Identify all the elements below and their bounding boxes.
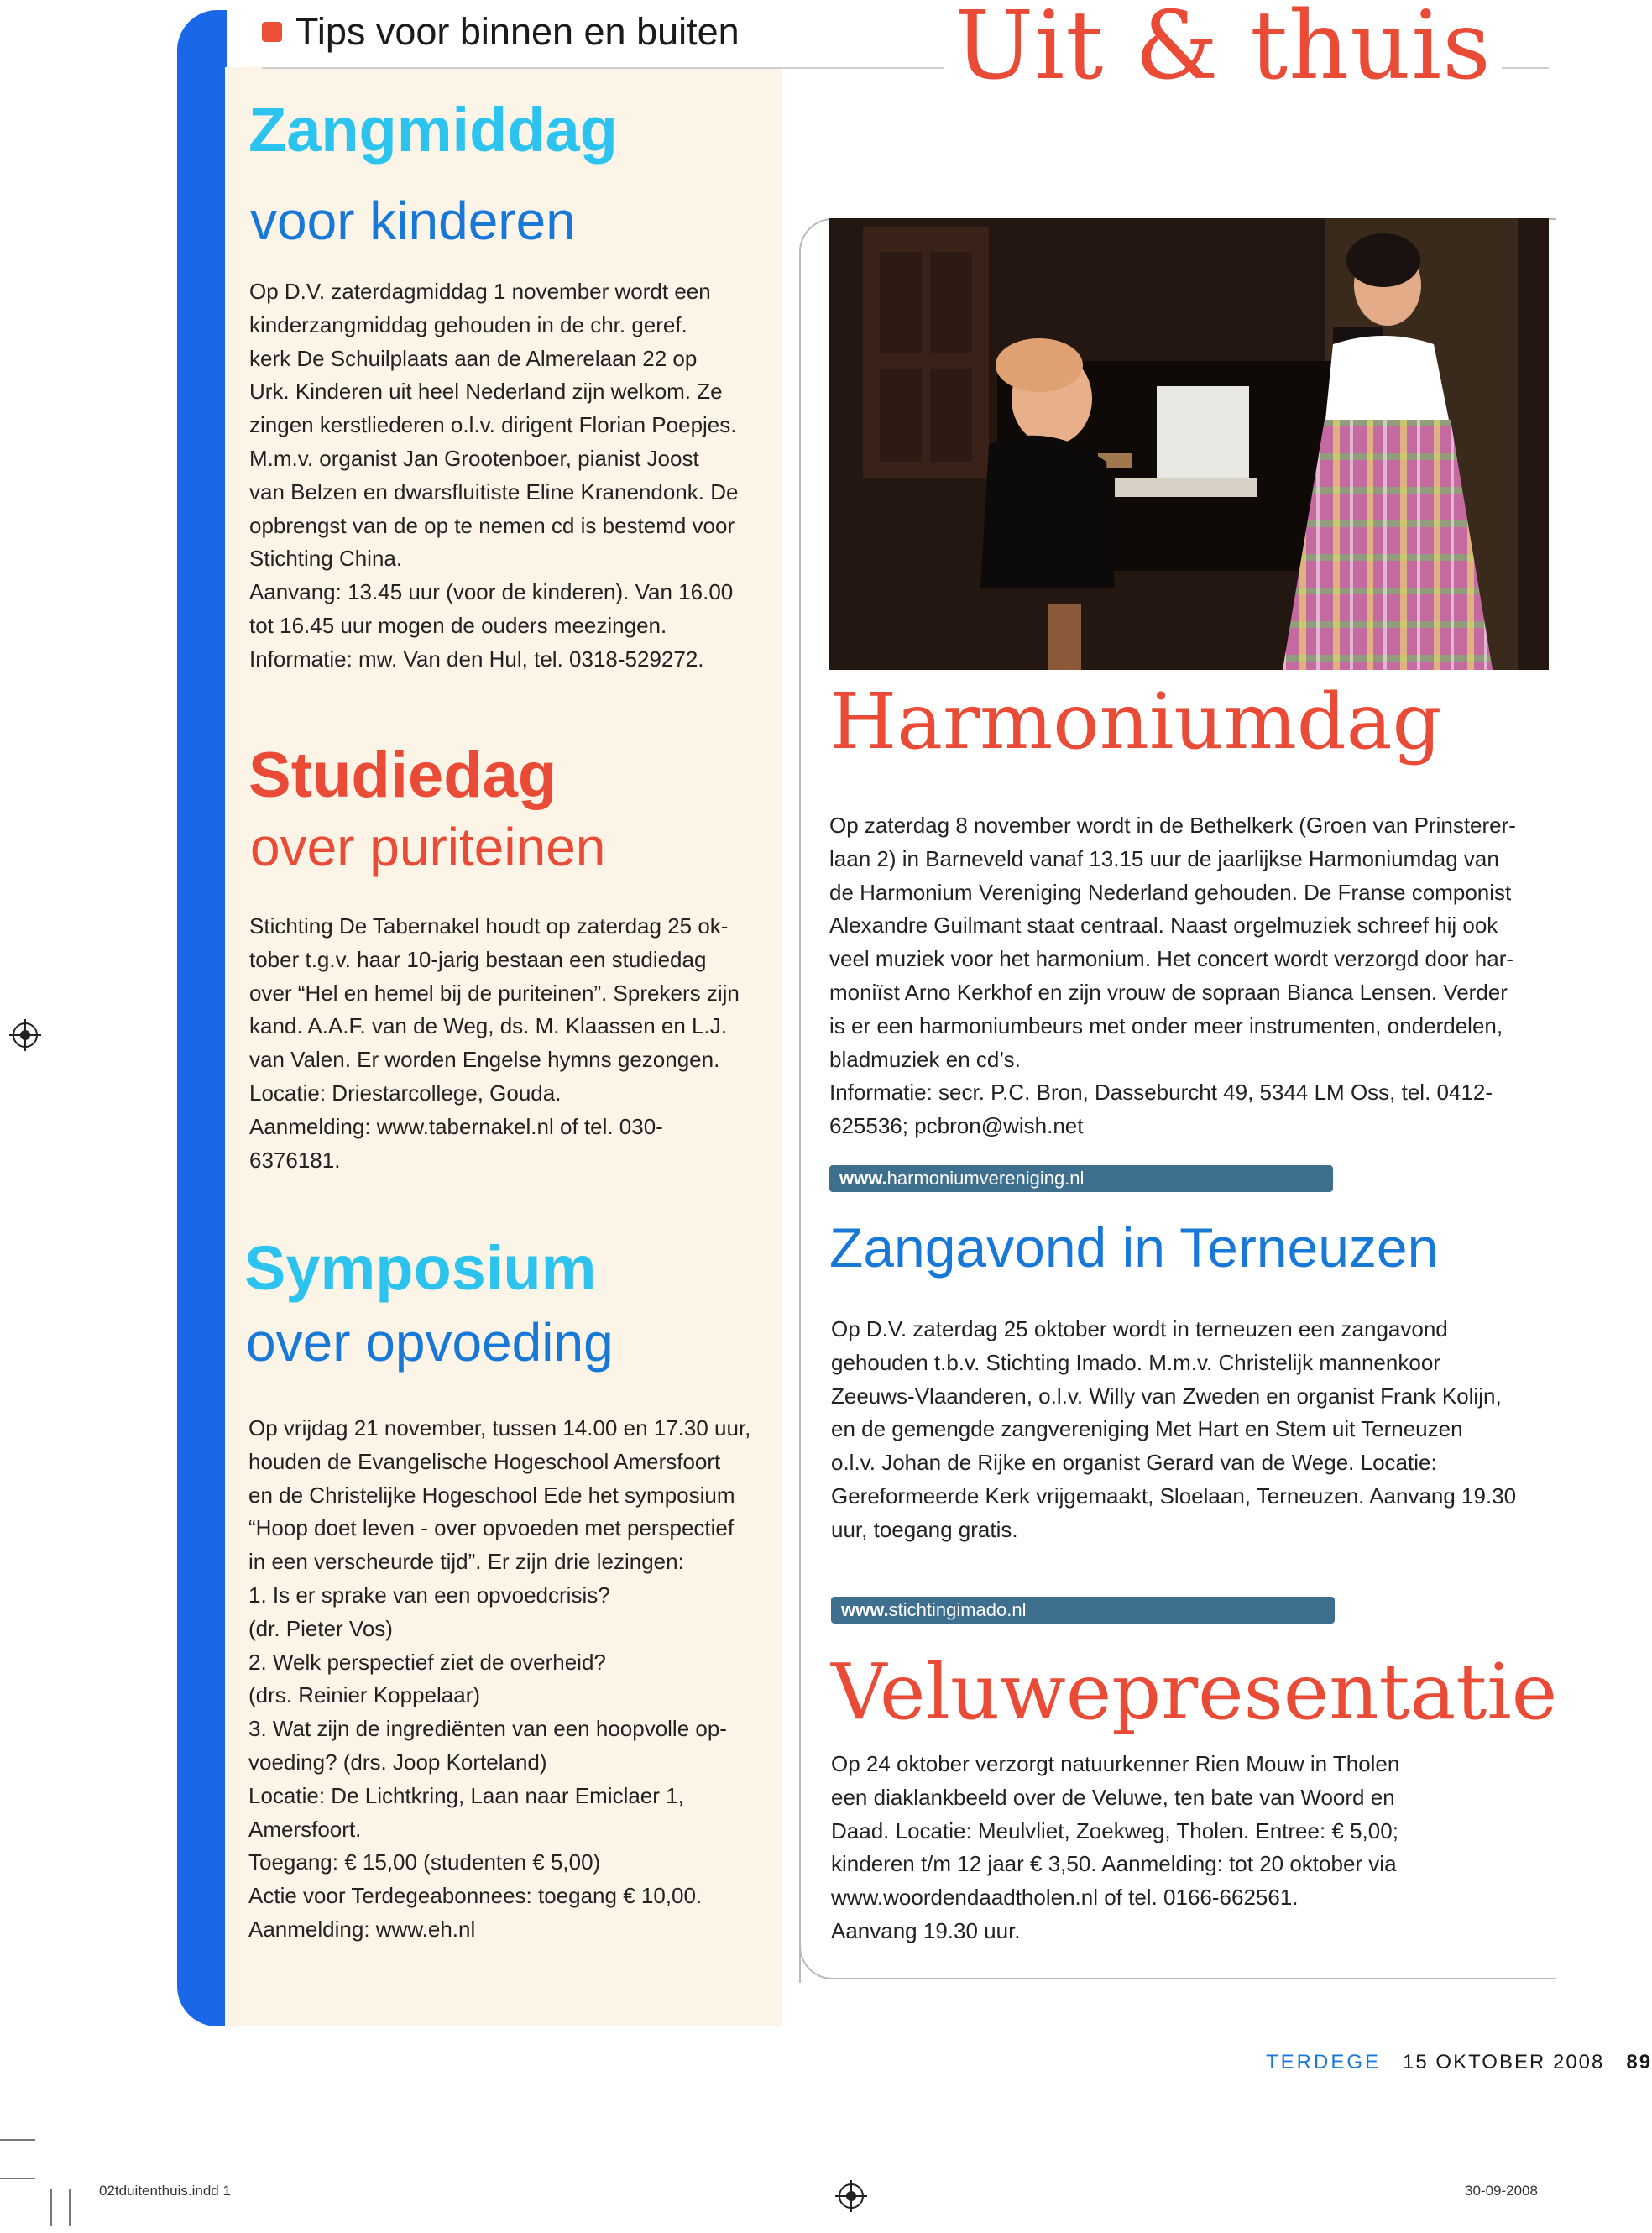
body-line: Zeeuws-Vlaanderen, o.l.v. Willy van Zweden en organist Frank Kolijn,	[831, 1383, 1502, 1409]
page-number: 89	[1626, 2051, 1652, 2074]
body-line: Actie voor Terdegeabonnees: toegang € 10,00.	[248, 1883, 703, 1909]
body-line: van Valen. Er worden Engelse hymns gezongen.	[249, 1047, 720, 1073]
article-title-symposium: Symposium	[244, 1233, 597, 1303]
body-line: en de gemengde zangvereniging Met Hart en Stem uit Terneuzen	[831, 1416, 1463, 1442]
body-line: over “Hel en hemel bij de puriteinen”. Sprekers zijn	[249, 980, 740, 1006]
body-line: Locatie: Driestarcollege, Gouda.	[249, 1080, 562, 1106]
body-line: van Belzen en dwarsfluitiste Eline Kranendonk. De	[249, 478, 739, 505]
article-subtitle-studiedag: over puriteinen	[250, 817, 606, 877]
article-body-veluwepresentatie	[831, 1748, 1399, 1948]
body-line: Stichting China.	[249, 546, 403, 572]
body-line: Daad. Locatie: Meulvliet, Zoekweg, Tholen. Entree: € 5,00;	[831, 1817, 1398, 1843]
body-line: (dr. Pieter Vos)	[248, 1615, 393, 1641]
body-line: Locatie: De Lichtkring, Laan naar Emiclaer 1,	[248, 1782, 684, 1808]
body-line: in een verscheurde tijd”. Er zijn drie lezingen:	[248, 1549, 684, 1575]
body-line: Alexandre Guilmant staat centraal. Naast orgelmuziek schreef hij ook	[829, 913, 1498, 939]
left-accent-bar	[177, 10, 227, 2026]
body-line: voeding? (drs. Joop Korteland)	[248, 1749, 547, 1775]
body-line: tot 16.45 uur mogen de ouders meezingen.	[249, 612, 667, 638]
section-label	[262, 10, 740, 54]
body-line: 625536; pcbron@wish.net	[829, 1113, 1084, 1139]
body-line: 6376181.	[249, 1147, 341, 1173]
page-footer	[1266, 2051, 1652, 2074]
body-line: houden de Evangelische Hogeschool Amersfoort	[248, 1448, 721, 1474]
body-line: Aanmelding: www.tabernakel.nl of tel. 030-	[249, 1113, 663, 1139]
body-line: 3. Wat zijn de ingrediënten van een hoopvolle op-	[248, 1716, 727, 1742]
body-line: is er een harmoniumbeurs met onder meer instrumenten, onderdelen,	[829, 1012, 1503, 1038]
article-subtitle-symposium: over opvoeding	[246, 1312, 614, 1373]
body-line: Gereformeerde Kerk vrijgemaakt, Sloelaan, Terneuzen. Aanvang 19.30	[831, 1483, 1517, 1509]
body-line: “Hoop doet leven - over opvoeden met perspectief	[248, 1515, 735, 1541]
issue-date: 15 OKTOBER 2008	[1403, 2051, 1605, 2074]
registration-mark-icon	[13, 1022, 38, 1048]
body-line: Toegang: € 15,00 (studenten € 5,00)	[248, 1849, 601, 1875]
body-line: kinderzangmiddag gehouden in de chr. geref.	[249, 311, 687, 337]
body-line: M.m.v. organist Jan Grootenboer, pianist Joost	[249, 445, 699, 471]
body-line: en de Christelijke Hogeschool Ede het symposium	[248, 1482, 735, 1508]
body-line: veel muziek voor het harmonium. Het concert wordt verzorgd door har-	[829, 946, 1514, 972]
brand-title: Uit & thuis	[944, 0, 1502, 101]
slug-filename: 02tduitenthuis.indd 1	[99, 2183, 231, 2199]
body-line: tober t.g.v. haar 10-jarig bestaan een studiedag	[249, 946, 707, 972]
body-line: laan 2) in Barneveld vanaf 13.15 uur de jaarlijkse Harmoniumdag van	[829, 845, 1499, 871]
url-prefix: www.	[841, 1599, 889, 1620]
body-line: Op 24 oktober verzorgt natuurkenner Rien Mouw in Tholen	[831, 1751, 1400, 1776]
body-line: Aanmelding: www.eh.nl	[248, 1916, 476, 1942]
slug-date: 30-09-2008	[1465, 2183, 1538, 2199]
article-body-studiedag	[249, 910, 795, 1177]
body-line: Op D.V. zaterdag 25 oktober wordt in terneuzen een zangavond	[831, 1316, 1448, 1341]
article-body-harmoniumdag	[829, 809, 1516, 1143]
body-line: moniïst Arno Kerkhof en zijn vrouw de sopraan Bianca Lensen. Verder	[829, 979, 1508, 1005]
body-line: Op D.V. zaterdagmiddag 1 november wordt een	[249, 279, 711, 304]
body-line: opbrengst van de op te nemen cd is bestemd voor	[249, 512, 735, 538]
body-line: gehouden t.b.v. Stichting Imado. M.m.v. Christelijk mannenkoor	[831, 1349, 1440, 1375]
body-line: Aanvang 19.30 uur.	[831, 1917, 1021, 1943]
body-line: uur, toegang gratis.	[831, 1516, 1018, 1542]
article-body-symposium	[248, 1412, 794, 1947]
body-line: kinderen t/m 12 jaar € 3,50. Aanmelding: tot 20 oktober via	[831, 1851, 1397, 1877]
article-title-harmoniumdag: Harmoniumdag	[829, 677, 1442, 766]
url-domain: stichtingimado.nl	[888, 1599, 1027, 1620]
body-line: zingen kerstliederen o.l.v. dirigent Florian Poepjes.	[249, 412, 737, 438]
body-line: de Harmonium Vereniging Nederland gehouden. De Franse componist	[829, 879, 1512, 905]
body-line: Stichting De Tabernakel houdt op zaterdag 25 ok-	[249, 913, 729, 939]
body-line: een diaklankbeeld over de Veluwe, ten bate van Woord en	[831, 1784, 1395, 1810]
url-domain: harmoniumvereniging.nl	[886, 1168, 1085, 1189]
body-line: Informatie: secr. P.C. Bron, Dasseburcht 49, 5344 LM Oss, tel. 0412-	[829, 1080, 1493, 1106]
url-link-stichtingimado[interactable]	[831, 1597, 1335, 1624]
article-title-zangavond: Zangavond in Terneuzen	[829, 1216, 1439, 1279]
crop-mark	[50, 2189, 52, 2226]
body-line: o.l.v. Johan de Rijke en organist Gerard van de Wege. Locatie:	[831, 1450, 1437, 1476]
crop-mark	[0, 2139, 35, 2141]
magazine-name: TERDEGE	[1266, 2051, 1382, 2074]
body-line: Amersfoort.	[248, 1816, 362, 1842]
body-line: 2. Welk perspectief ziet de overheid?	[248, 1649, 606, 1675]
url-prefix: www.	[839, 1168, 887, 1189]
section-label-text: Tips voor binnen en buiten	[295, 10, 740, 53]
article-title-studiedag: Studiedag	[248, 740, 557, 811]
article-title-veluwepresentatie: Veluwepresentatie	[831, 1647, 1558, 1737]
body-line: Op zaterdag 8 november wordt in de Bethelkerk (Groen van Prinsterer-	[829, 813, 1516, 838]
organist-and-singer-illustration	[829, 218, 1549, 670]
body-line: bladmuziek en cd’s.	[829, 1046, 1021, 1072]
crop-mark	[69, 2189, 71, 2226]
body-line: Informatie: mw. Van den Hul, tel. 0318-529272.	[249, 646, 704, 672]
url-link-harmoniumvereniging[interactable]	[829, 1165, 1333, 1192]
body-line: Op vrijdag 21 november, tussen 14.00 en 17.30 uur,	[248, 1415, 751, 1441]
article-body-zangavond	[831, 1313, 1516, 1547]
body-line: Urk. Kinderen uit heel Nederland zijn welkom. Ze	[249, 379, 723, 405]
bullet-square-icon	[262, 22, 282, 42]
body-line: kand. A.A.F. van de Weg, ds. M. Klaassen en L.J.	[249, 1013, 727, 1039]
body-line: Aanvang: 13.45 uur (voor de kinderen). Van 16.00	[249, 579, 734, 605]
crop-mark	[0, 2178, 35, 2179]
article-body-zangmiddag	[249, 275, 795, 677]
article-subtitle-zangmiddag: voor kinderen	[250, 191, 576, 251]
body-line: 1. Is er sprake van een opvoedcrisis?	[248, 1582, 610, 1608]
article-title-zangmiddag: Zangmiddag	[248, 95, 618, 165]
registration-mark-icon	[839, 2183, 864, 2209]
body-line: www.woordendaadtholen.nl of tel. 0166-662561.	[831, 1885, 1299, 1911]
body-line: (drs. Reinier Koppelaar)	[248, 1682, 481, 1708]
concert-photo	[829, 218, 1549, 670]
body-line: kerk De Schuilplaats aan de Almerelaan 22 op	[249, 345, 698, 371]
